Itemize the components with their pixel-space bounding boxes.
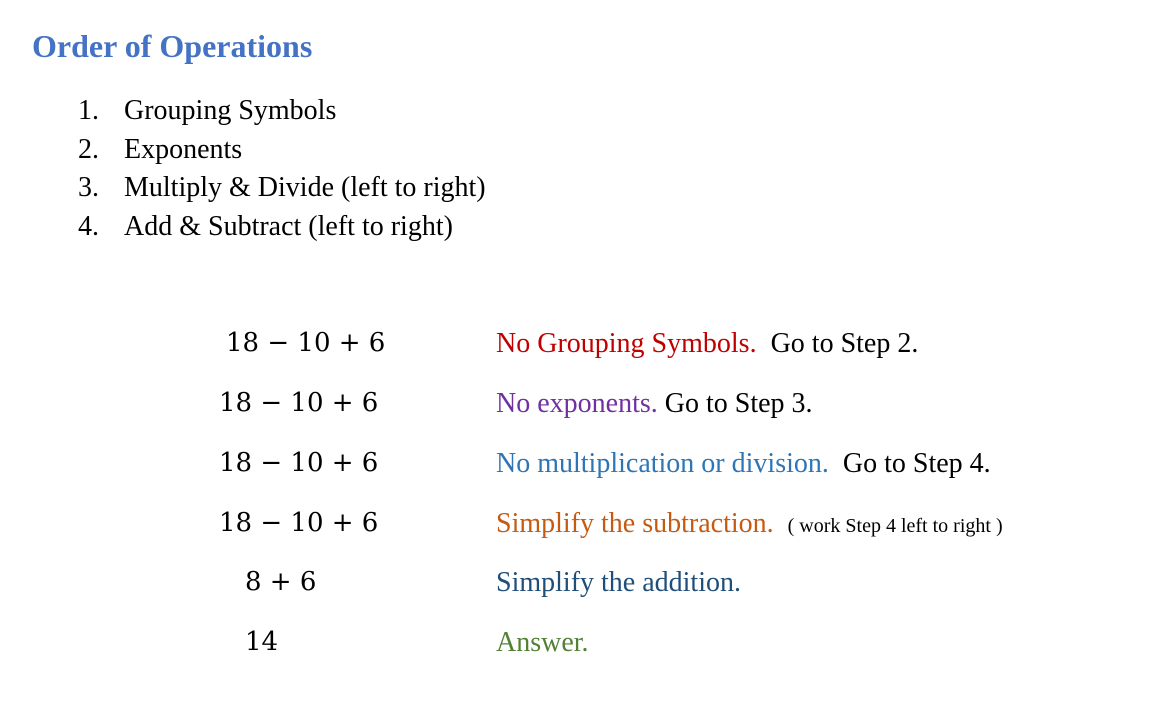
explanation <box>496 627 589 659</box>
steps-list <box>78 92 486 246</box>
explanation-follow: Go to Step 4. <box>842 448 991 479</box>
expression: 8 + 6 <box>245 567 317 597</box>
step-number: 3. <box>78 172 99 203</box>
explanation-note: No exponents. <box>496 388 658 419</box>
work-row-5 <box>0 567 1149 607</box>
work-row-1 <box>0 328 1149 368</box>
work-row-2 <box>0 388 1149 428</box>
explanation <box>496 567 741 599</box>
step-text: Grouping Symbols <box>124 95 337 126</box>
step-text: Add & Subtract (left to right) <box>124 210 453 242</box>
step-item <box>78 208 486 247</box>
explanation-note: Simplify the addition. <box>496 567 741 598</box>
step-text: Exponents <box>124 133 243 165</box>
step-item <box>78 92 486 131</box>
explanation-hint: ( work Step 4 left to right ) <box>787 515 1003 537</box>
explanation-note: No multiplication or division. <box>496 448 829 479</box>
explanation <box>496 508 1003 540</box>
step-number: 4. <box>78 210 99 242</box>
step-item <box>78 131 486 170</box>
explanation-follow: Go to Step 2. <box>770 328 919 359</box>
step-item <box>78 169 486 208</box>
explanation-note: No Grouping Symbols. <box>496 328 757 359</box>
explanation-note: Simplify the subtraction. <box>496 508 774 539</box>
work-row-6 <box>0 627 1149 667</box>
explanation <box>496 328 918 360</box>
expression: 18 − 10 + 6 <box>219 448 379 478</box>
page-title: Order of Operations <box>32 28 313 64</box>
explanation-follow: Go to Step 3. <box>664 388 813 419</box>
expression: 18 − 10 + 6 <box>219 388 379 418</box>
step-number: 1. <box>78 95 99 126</box>
work-row-4 <box>0 508 1149 548</box>
expression: 18 − 10 + 6 <box>226 328 386 358</box>
explanation <box>496 448 991 480</box>
expression: 18 − 10 + 6 <box>219 508 379 538</box>
expression: 14 <box>245 627 279 657</box>
work-row-3 <box>0 448 1149 488</box>
step-number: 2. <box>78 133 99 165</box>
step-text: Multiply & Divide (left to right) <box>124 172 486 203</box>
explanation <box>496 388 813 420</box>
explanation-note: Answer. <box>496 627 589 658</box>
